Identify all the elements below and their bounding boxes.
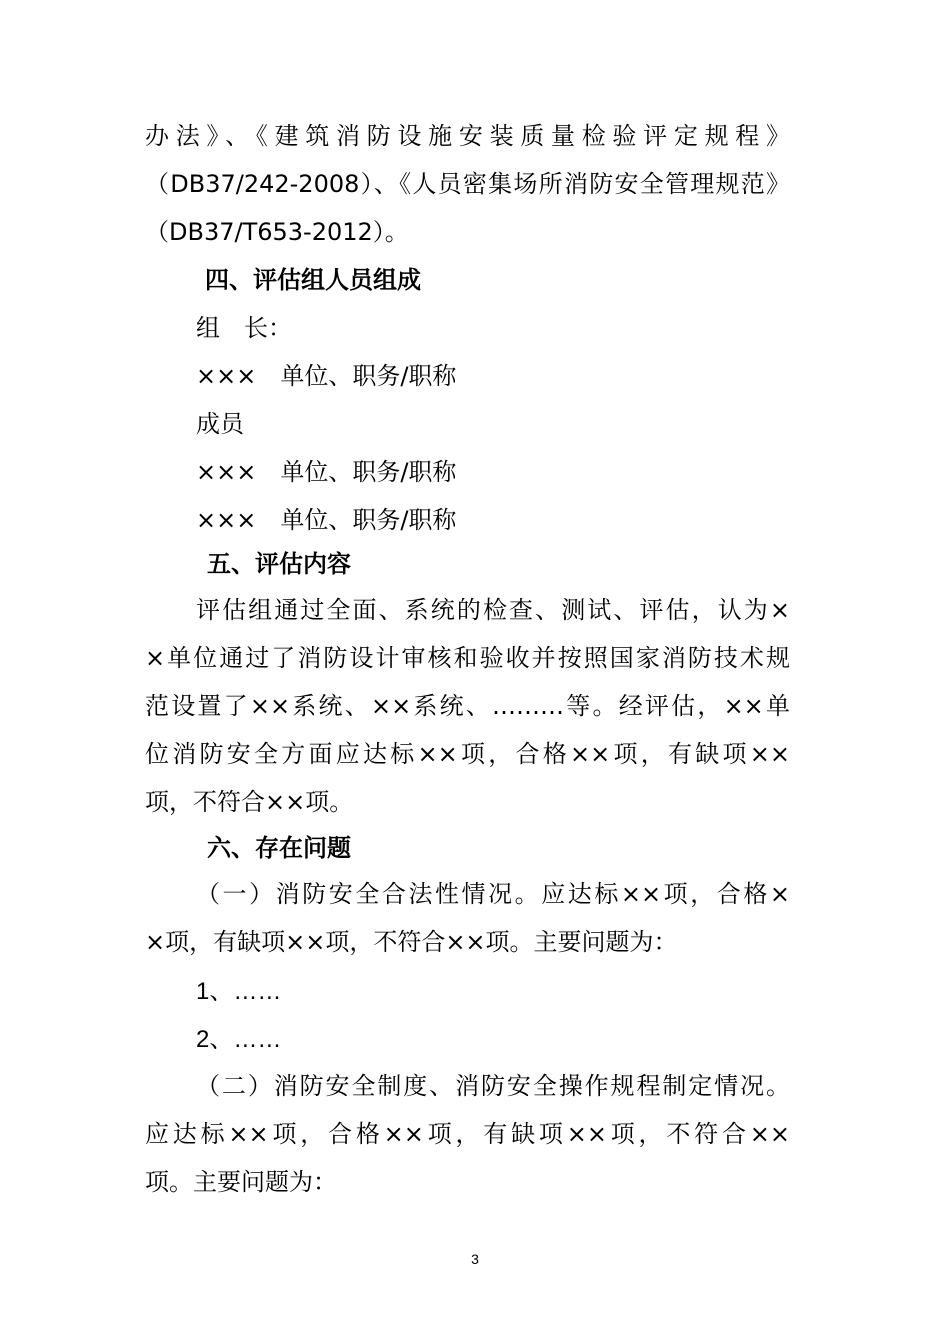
page-number: 3 bbox=[471, 1251, 479, 1267]
members-label: 成员 bbox=[196, 410, 244, 438]
leader-entry: ××× 单位、职务/职称 bbox=[196, 362, 457, 390]
list-item-1: 1、…… bbox=[196, 978, 282, 1005]
section-5-line-2: ×单位通过了消防设计审核和验收并按照国家消防技术规 bbox=[145, 644, 790, 672]
leader-label: 组 长： bbox=[196, 314, 292, 342]
list-item-2: 2、…… bbox=[196, 1026, 282, 1053]
section-5-line-4: 位消防安全方面应达标××项，合格××项，有缺项×× bbox=[145, 740, 790, 768]
member-entry-2: ××× 单位、职务/职称 bbox=[196, 506, 457, 534]
section-6-heading: 六、存在问题 bbox=[207, 834, 351, 862]
section-6-sub-2-line-1: （二）消防安全制度、消防安全操作规程制定情况。 bbox=[196, 1072, 790, 1100]
regulations-line-3: （DB37/T653-2012）。 bbox=[145, 218, 409, 246]
section-4-heading: 四、评估组人员组成 bbox=[205, 266, 421, 294]
section-6-sub-1-line-2: ×项，有缺项××项，不符合××项。主要问题为： bbox=[145, 928, 678, 956]
member-entry-1: ××× 单位、职务/职称 bbox=[196, 458, 457, 486]
regulations-line-2: （DB37/242-2008）、《人员密集场所消防安全管理规范》 bbox=[145, 170, 790, 198]
section-5-line-3: 范设置了××系统、××系统、………等。经评估，××单 bbox=[145, 692, 790, 720]
regulations-line-1: 办法》、《建筑消防设施安装质量检验评定规程》 bbox=[145, 122, 790, 150]
section-6-sub-2-line-2: 应达标××项，合格××项，有缺项××项，不符合×× bbox=[145, 1120, 790, 1148]
section-6-sub-2-line-3: 项。主要问题为： bbox=[145, 1168, 337, 1196]
section-5-line-1: 评估组通过全面、系统的检查、测试、评估，认为× bbox=[196, 596, 790, 624]
section-6-sub-1-line-1: （一）消防安全合法性情况。应达标××项，合格× bbox=[196, 880, 790, 908]
section-5-heading: 五、评估内容 bbox=[207, 550, 351, 578]
section-5-line-5: 项，不符合××项。 bbox=[145, 788, 354, 816]
